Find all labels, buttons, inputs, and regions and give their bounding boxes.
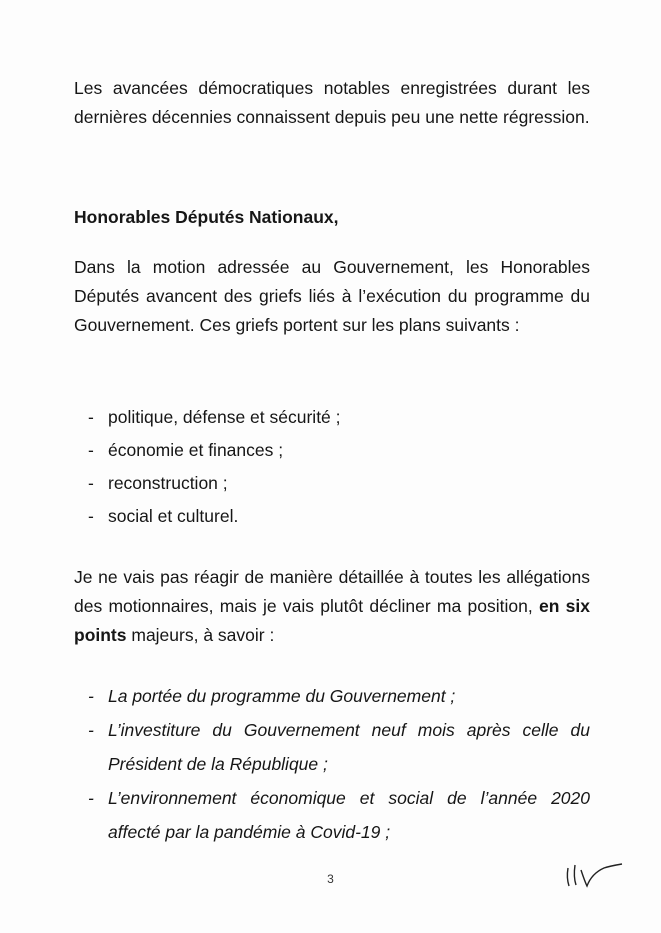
page-number: 3 bbox=[327, 872, 334, 886]
response-text-start: Je ne vais pas réagir de manière détaillée à toutes les allégations des motionnaires, mais je vais plutôt décliner ma position, bbox=[74, 567, 590, 616]
list-item bbox=[88, 401, 590, 434]
list-item bbox=[88, 679, 590, 713]
list-item bbox=[88, 434, 590, 467]
list-item-text: politique, défense et sécurité ; bbox=[108, 407, 341, 427]
list-item-text: social et culturel. bbox=[108, 506, 239, 526]
motion-paragraph: Dans la motion adressée au Gouvernement, les Honorables Députés avancent des griefs liés à l’exécution du programme du Gouvernement. Ces griefs portent sur les plans suivants : bbox=[74, 257, 590, 335]
list-item-text: L’environnement économique et social de l’année 2020 affecté par la pandémie à Covid-19 ; bbox=[108, 788, 590, 842]
dash-bullet: - bbox=[88, 686, 94, 706]
dash-bullet: - bbox=[88, 788, 94, 808]
response-text-end: majeurs, à savoir : bbox=[126, 625, 275, 645]
list-item bbox=[88, 500, 590, 533]
list-item bbox=[88, 467, 590, 500]
dash-bullet: - bbox=[88, 506, 94, 526]
grievance-list bbox=[88, 401, 590, 533]
section-heading: Honorables Députés Nationaux, bbox=[74, 207, 339, 227]
response-emphasis: en six points bbox=[74, 596, 590, 645]
response-paragraph bbox=[74, 563, 590, 650]
list-item bbox=[88, 713, 590, 781]
list-item-text: reconstruction ; bbox=[108, 473, 228, 493]
handwritten-initials-mark bbox=[556, 856, 626, 896]
dash-bullet: - bbox=[88, 720, 94, 740]
list-item-text: L’investiture du Gouvernement neuf mois après celle du Président de la République ; bbox=[108, 720, 590, 774]
list-item-text: La portée du programme du Gouvernement ; bbox=[108, 686, 456, 706]
dash-bullet: - bbox=[88, 473, 94, 493]
list-item-text: économie et finances ; bbox=[108, 440, 284, 460]
list-item bbox=[88, 781, 590, 849]
dash-bullet: - bbox=[88, 407, 94, 427]
dash-bullet: - bbox=[88, 440, 94, 460]
points-list bbox=[88, 679, 590, 849]
intro-paragraph: Les avancées démocratiques notables enregistrées durant les dernières décennies connaissent depuis peu une nette régression. bbox=[74, 78, 590, 127]
